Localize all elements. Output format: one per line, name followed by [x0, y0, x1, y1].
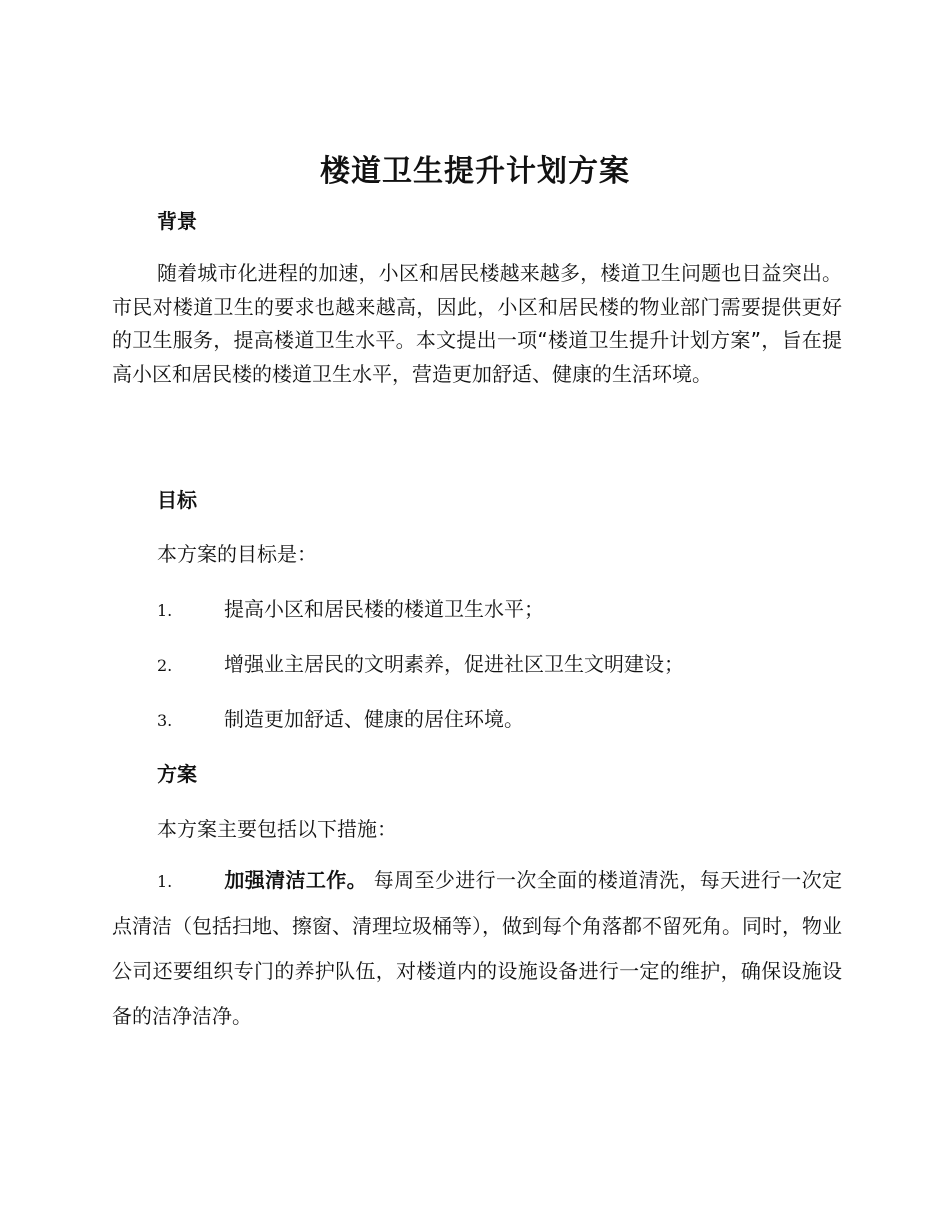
section-heading-goals: 目标 — [157, 488, 197, 512]
measure-item-lead: 加强清洁工作。 — [224, 868, 368, 892]
goal-item-number: 1. — [157, 601, 173, 620]
section-heading-plan: 方案 — [157, 762, 197, 786]
document-title: 楼道卫生提升计划方案 — [320, 154, 630, 189]
goal-item — [157, 595, 544, 625]
goal-item-number: 2. — [157, 656, 173, 675]
measure-item-number: 1. — [157, 872, 173, 891]
goal-item-number: 3. — [157, 711, 173, 730]
measure-item — [112, 858, 842, 1039]
plan-intro: 本方案主要包括以下措施： — [157, 817, 397, 841]
goals-intro: 本方案的目标是： — [157, 542, 317, 566]
goal-item — [157, 705, 524, 735]
goal-item — [157, 650, 684, 680]
goal-item-text: 增强业主居民的文明素养，促进社区卫生文明建设； — [224, 652, 684, 676]
section-heading-background: 背景 — [157, 209, 197, 233]
measure-item-text: 每周至少进行一次全面的楼道清洗，每天进行一次定点清洁（包括扫地、擦窗、清理垃圾桶等），做到每个角落都不留死角。同时，物业公司还要组织专门的养护队伍，对楼道内的设施设备进行一定的维护，确保设施设备的洁净洁净。 — [112, 868, 843, 1028]
background-paragraph: 随着城市化进程的加速，小区和居民楼越来越多，楼道卫生问题也日益突出。市民对楼道卫生的要求也越来越高，因此，小区和居民楼的物业部门需要提供更好的卫生服务，提高楼道卫生水平。本文提出一项“楼道卫生提升计划方案”，旨在提高小区和居民楼的楼道卫生水平，营造更加舒适、健康的生活环境。 — [112, 261, 842, 386]
goal-item-text: 制造更加舒适、健康的居住环境。 — [224, 707, 524, 731]
goal-item-text: 提高小区和居民楼的楼道卫生水平； — [224, 597, 544, 621]
